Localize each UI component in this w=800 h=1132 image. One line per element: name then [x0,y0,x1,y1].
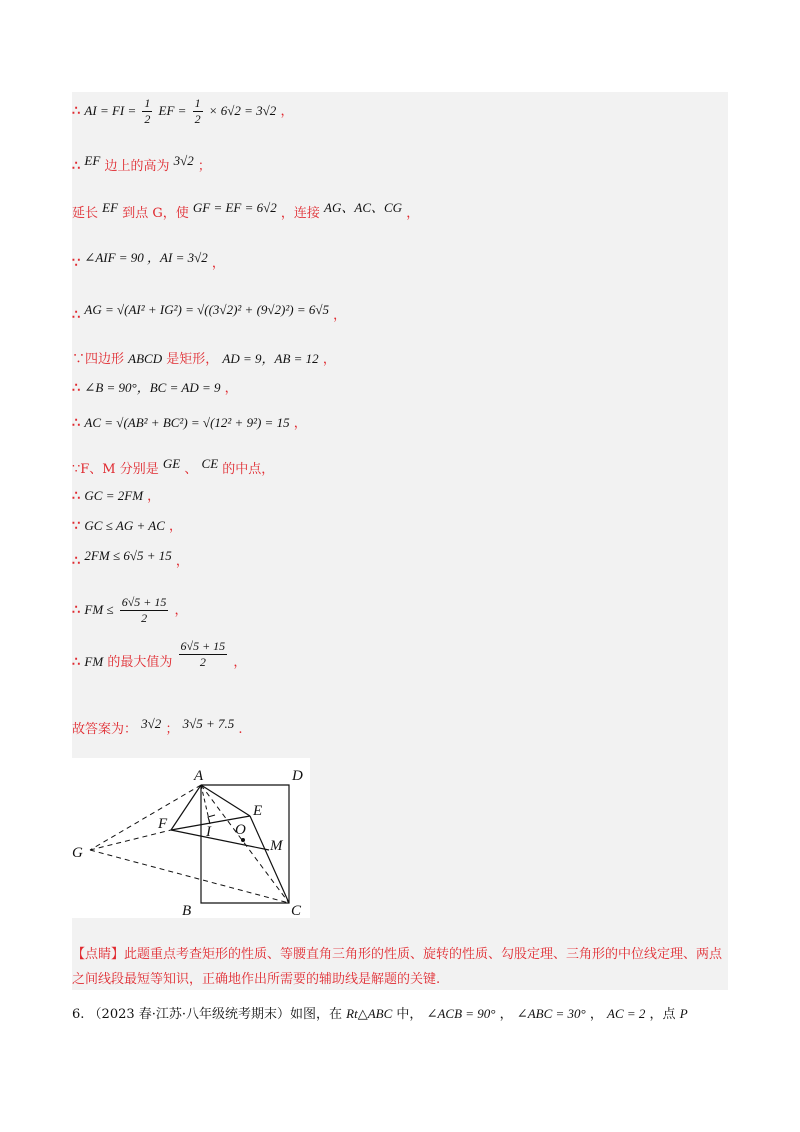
math-expression: EF [84,153,101,168]
fraction: $\frac{1}{2}$ [194,96,201,126]
math-expression: GF = EF = 6√2 [192,200,277,215]
question-6: 6. （2023 春·江苏·八年级统考期末）如图，在 Rt△ABC 中， ∠ACB = 90° ， ∠ABC = 30° ， AC = 2 ，点 P [72,1006,688,1022]
solution-line-5: ∴ AG = √(AI² + IG²) = √((3√2)² + (9√2)²) = 6√5 ， [72,302,347,323]
math-expression: FM [84,654,104,669]
label-c: C [291,903,302,918]
answer-2: 3√5 + 7.5 [182,716,235,731]
geometry-figure [70,758,310,918]
math-expression: AI = FI = [84,103,137,118]
solution-line-13: ∴ FM ≤ $\frac{6√5 + 15}{2}$ ， [72,595,188,625]
math-expression: AG = √(AI² + IG²) = √((3√2)² + (9√2)²) = 6√5 [84,302,329,317]
math-expression: ∠AIF = 90 ，AI = 3√2 [84,250,208,265]
math-expression: EF = [158,103,187,118]
label-m: M [270,838,283,854]
math-expression: CE [201,456,219,471]
solution-line-15: 故答案为： 3√2 ； 3√5 + 7.5 . [72,716,243,737]
math-expression: FM ≤ [84,602,114,617]
question-number: 6. [72,1007,85,1022]
label-e: E [253,803,263,819]
math-expression: AC = √(AB² + BC²) = √(12² + 9²) = 15 [84,415,290,430]
fraction: $\frac{6√5 + 15}{2}$ [121,595,167,625]
solution-line-8: ∴ AC = √(AB² + BC²) = √(12² + 9²) = 15 ， [72,415,307,431]
math-expression: EF [102,200,119,215]
math-expression: GC ≤ AG + AC [84,518,165,533]
solution-line-10: ∴ GC = 2FM ， [72,488,161,504]
solution-line-11: ∵ GC ≤ AG + AC ， [72,518,183,534]
math-expression: 3√2 [173,153,194,168]
solution-line-7: ∴ ∠B = 90°，BC = AD = 9 ， [72,380,238,396]
therefore-symbol: ∴ [72,104,81,119]
solution-line-4: ∵ ∠AIF = 90 ，AI = 3√2 ， [72,250,225,271]
math-expression: GE [162,456,181,471]
label-i: I [206,824,211,840]
math-expression: × 6√2 = 3√2 [208,103,277,118]
solution-line-14: ∴ FM 的最大值为 $\frac{6√5 + 15}{2}$ ， [72,639,247,670]
solution-line-2: ∴ EF 边上的高为 3√2 ； [72,153,211,174]
fraction: $\frac{6√5 + 15}{2}$ [180,639,226,669]
label-a: A [194,768,204,784]
key-point-text: 此题重点考查矩形的性质、等腰直角三角形的性质、旋转的性质、勾股定理、三角形的中位线定理、两点之间线段最短等知识，正确地作出所需要的辅助线是解题的关键. [72,947,723,987]
label-f: F [158,816,168,832]
answer-1: 3√2 [141,716,162,731]
math-expression: AD = 9，AB = 12 [222,351,319,366]
label-o: O [235,822,246,838]
math-expression: GC = 2FM [84,488,144,503]
label-d: D [292,768,303,784]
fraction: $\frac{1}{2}$ [144,96,151,126]
math-expression: ∠B = 90°，BC = AD = 9 [84,380,221,395]
solution-line-9: ∵F、M 分别是 GE 、 CE 的中点， [72,456,275,477]
solution-line-6: ∵四边形 ABCD 是矩形， AD = 9，AB = 12 ， [72,351,336,367]
math-expression: 2FM ≤ 6√5 + 15 [84,548,172,563]
solution-line-1: ∴ AI = FI = $\frac{1}{2}$ EF = $\frac{1}{2}$ × 6√2 = 3√2 ， [72,96,294,126]
solution-line-3: 延长 EF 到点 G，使 GF = EF = 6√2 ，连接 AG、AC、CG ， [72,200,420,221]
question-source: （2023 春·江苏·八年级统考期末）如图，在 [88,1007,343,1022]
solution-line-12: ∴ 2FM ≤ 6√5 + 15 ， [72,548,189,569]
math-expression: ABCD [128,351,163,366]
key-point-comment [72,942,728,992]
label-b: B [182,903,192,918]
key-point-tag: 【点睛】 [72,947,125,962]
math-expression: AG、AC、CG [324,200,403,215]
label-g: G [72,845,83,861]
